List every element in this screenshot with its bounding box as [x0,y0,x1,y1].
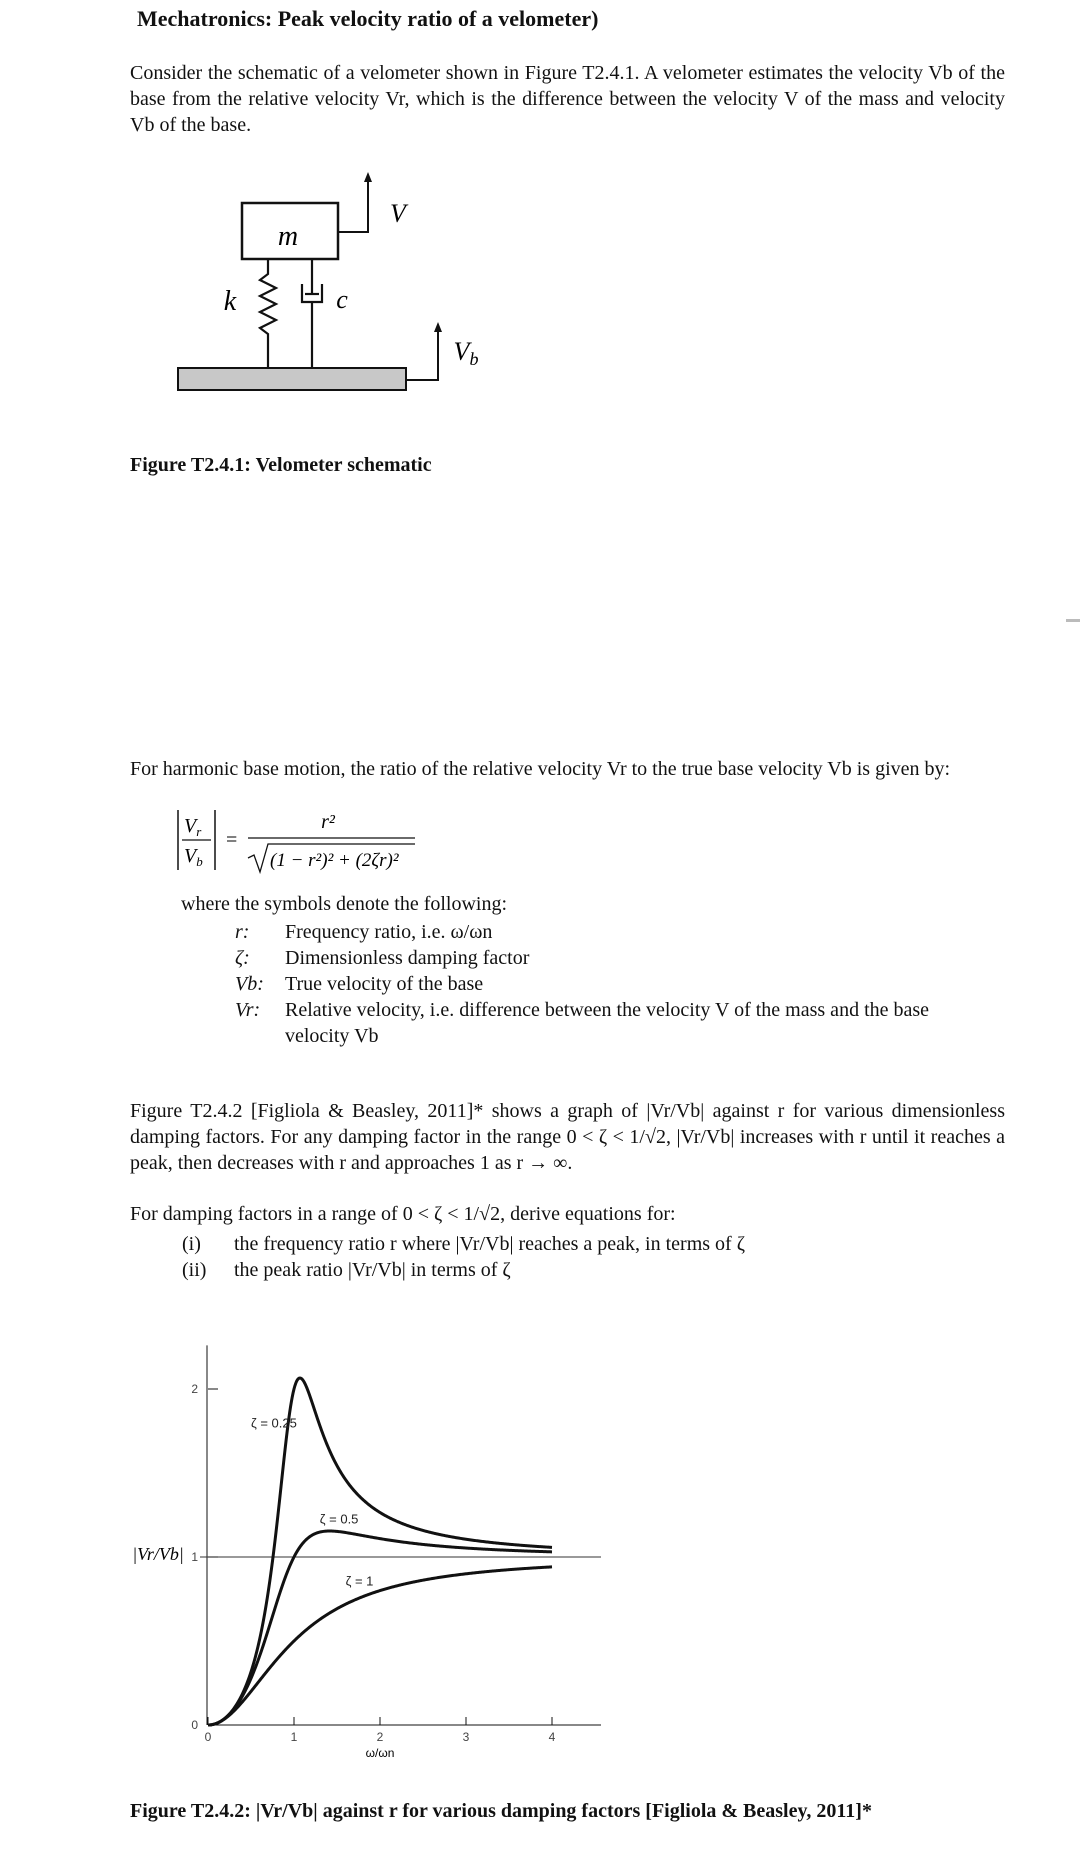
mass-velocity-label: V [390,199,406,228]
spring [260,259,276,368]
intro-paragraph: Consider the schematic of a velometer shown in Figure T2.4.1. A velometer estimates the velocity Vb of the base from the relative velocity Vr, which is the difference between the velocity V of the mass and velocity Vb of the base. [130,62,1005,136]
damper-label: c [336,285,348,314]
series-label-1: ζ = 0.25 [251,1415,297,1431]
x-tick-label: 4 [548,1730,556,1744]
base-velocity-arrow [406,328,438,380]
svg-text:(1 − r²)² + (2ζr)²: (1 − r²)² + (2ζr)² [270,850,399,871]
spring-label: k [223,286,237,317]
symbol-row-zeta: ζ: Dimensionless damping factor [235,947,530,969]
x-tick-label: 2 [376,1730,384,1744]
x-tick-label: 3 [462,1730,470,1744]
derive-item-1: (i) the frequency ratio r where |Vr/Vb| reaches a peak, in terms of ζ [182,1233,745,1255]
x-tick-label: 0 [204,1730,212,1744]
scrollbar-indicator [1066,619,1080,622]
page-title: Mechatronics: Peak velocity ratio of a velometer) [137,6,599,31]
y-tick-label: 2 [191,1382,198,1396]
x-axis-label: ω/ωn [365,1746,395,1760]
harmonic-paragraph: For harmonic base motion, the ratio of the relative velocity Vr to the true base velocity Vb is given by: [130,758,951,780]
base-plate [178,368,406,390]
y-tick-label: 1 [191,1550,198,1564]
series-line-2 [208,1531,552,1725]
svg-text:r²: r² [321,811,335,833]
series-label-3: ζ = 1 [345,1573,374,1589]
svg-text:=: = [226,829,238,851]
symbols-intro: where the symbols denote the following: [181,893,508,915]
svg-text:Vb: $V_b$ [184,845,203,869]
x-tick-label: 1 [290,1730,298,1744]
velocity-ratio-chart [120,1325,640,1765]
figure1-caption: Figure T2.4.1: Velometer schematic [130,454,432,476]
derive-item-2: (ii) the peak ratio |Vr/Vb| in terms of ζ [182,1259,511,1281]
figure2-paragraph: Figure T2.4.2 [Figliola & Beasley, 2011]* shows a graph of |Vr/Vb| against r for various dimensionless damping factors. For any damping factor in the range 0 < ζ < 1/√2, |Vr/Vb| increases with r until it reaches a peak, then decreases with r and approaches 1 as r → ∞. [130,1100,1005,1174]
y-axis-label: |Vr/Vb| [132,1544,184,1564]
symbol-row-vr: Vr: Relative velocity, i.e. difference between the velocity V of the mass and the base [235,999,930,1021]
figure2-caption: Figure T2.4.2: |Vr/Vb| against r for various damping factors [Figliola & Beasley, 2011]* [130,1800,872,1822]
symbol-row-r: r: Frequency ratio, i.e. ω/ωn [235,921,493,943]
symbol-row-vr-cont: velocity Vb [285,1025,379,1047]
base-velocity-label: Vb [453,337,479,369]
y-tick-label: 0 [191,1718,198,1732]
velometer-schematic [170,170,510,410]
svg-text:Vr: $V_r$ [184,815,202,839]
derive-intro: For damping factors in a range of 0 < ζ < 1/√2, derive equations for: [130,1203,676,1225]
symbol-row-vb: Vb: True velocity of the base [235,973,484,995]
series-label-2: ζ = 0.5 [319,1511,359,1527]
mass-velocity-arrow [338,178,368,232]
velocity-ratio-equation [170,800,430,890]
mass-label: m [277,221,299,252]
